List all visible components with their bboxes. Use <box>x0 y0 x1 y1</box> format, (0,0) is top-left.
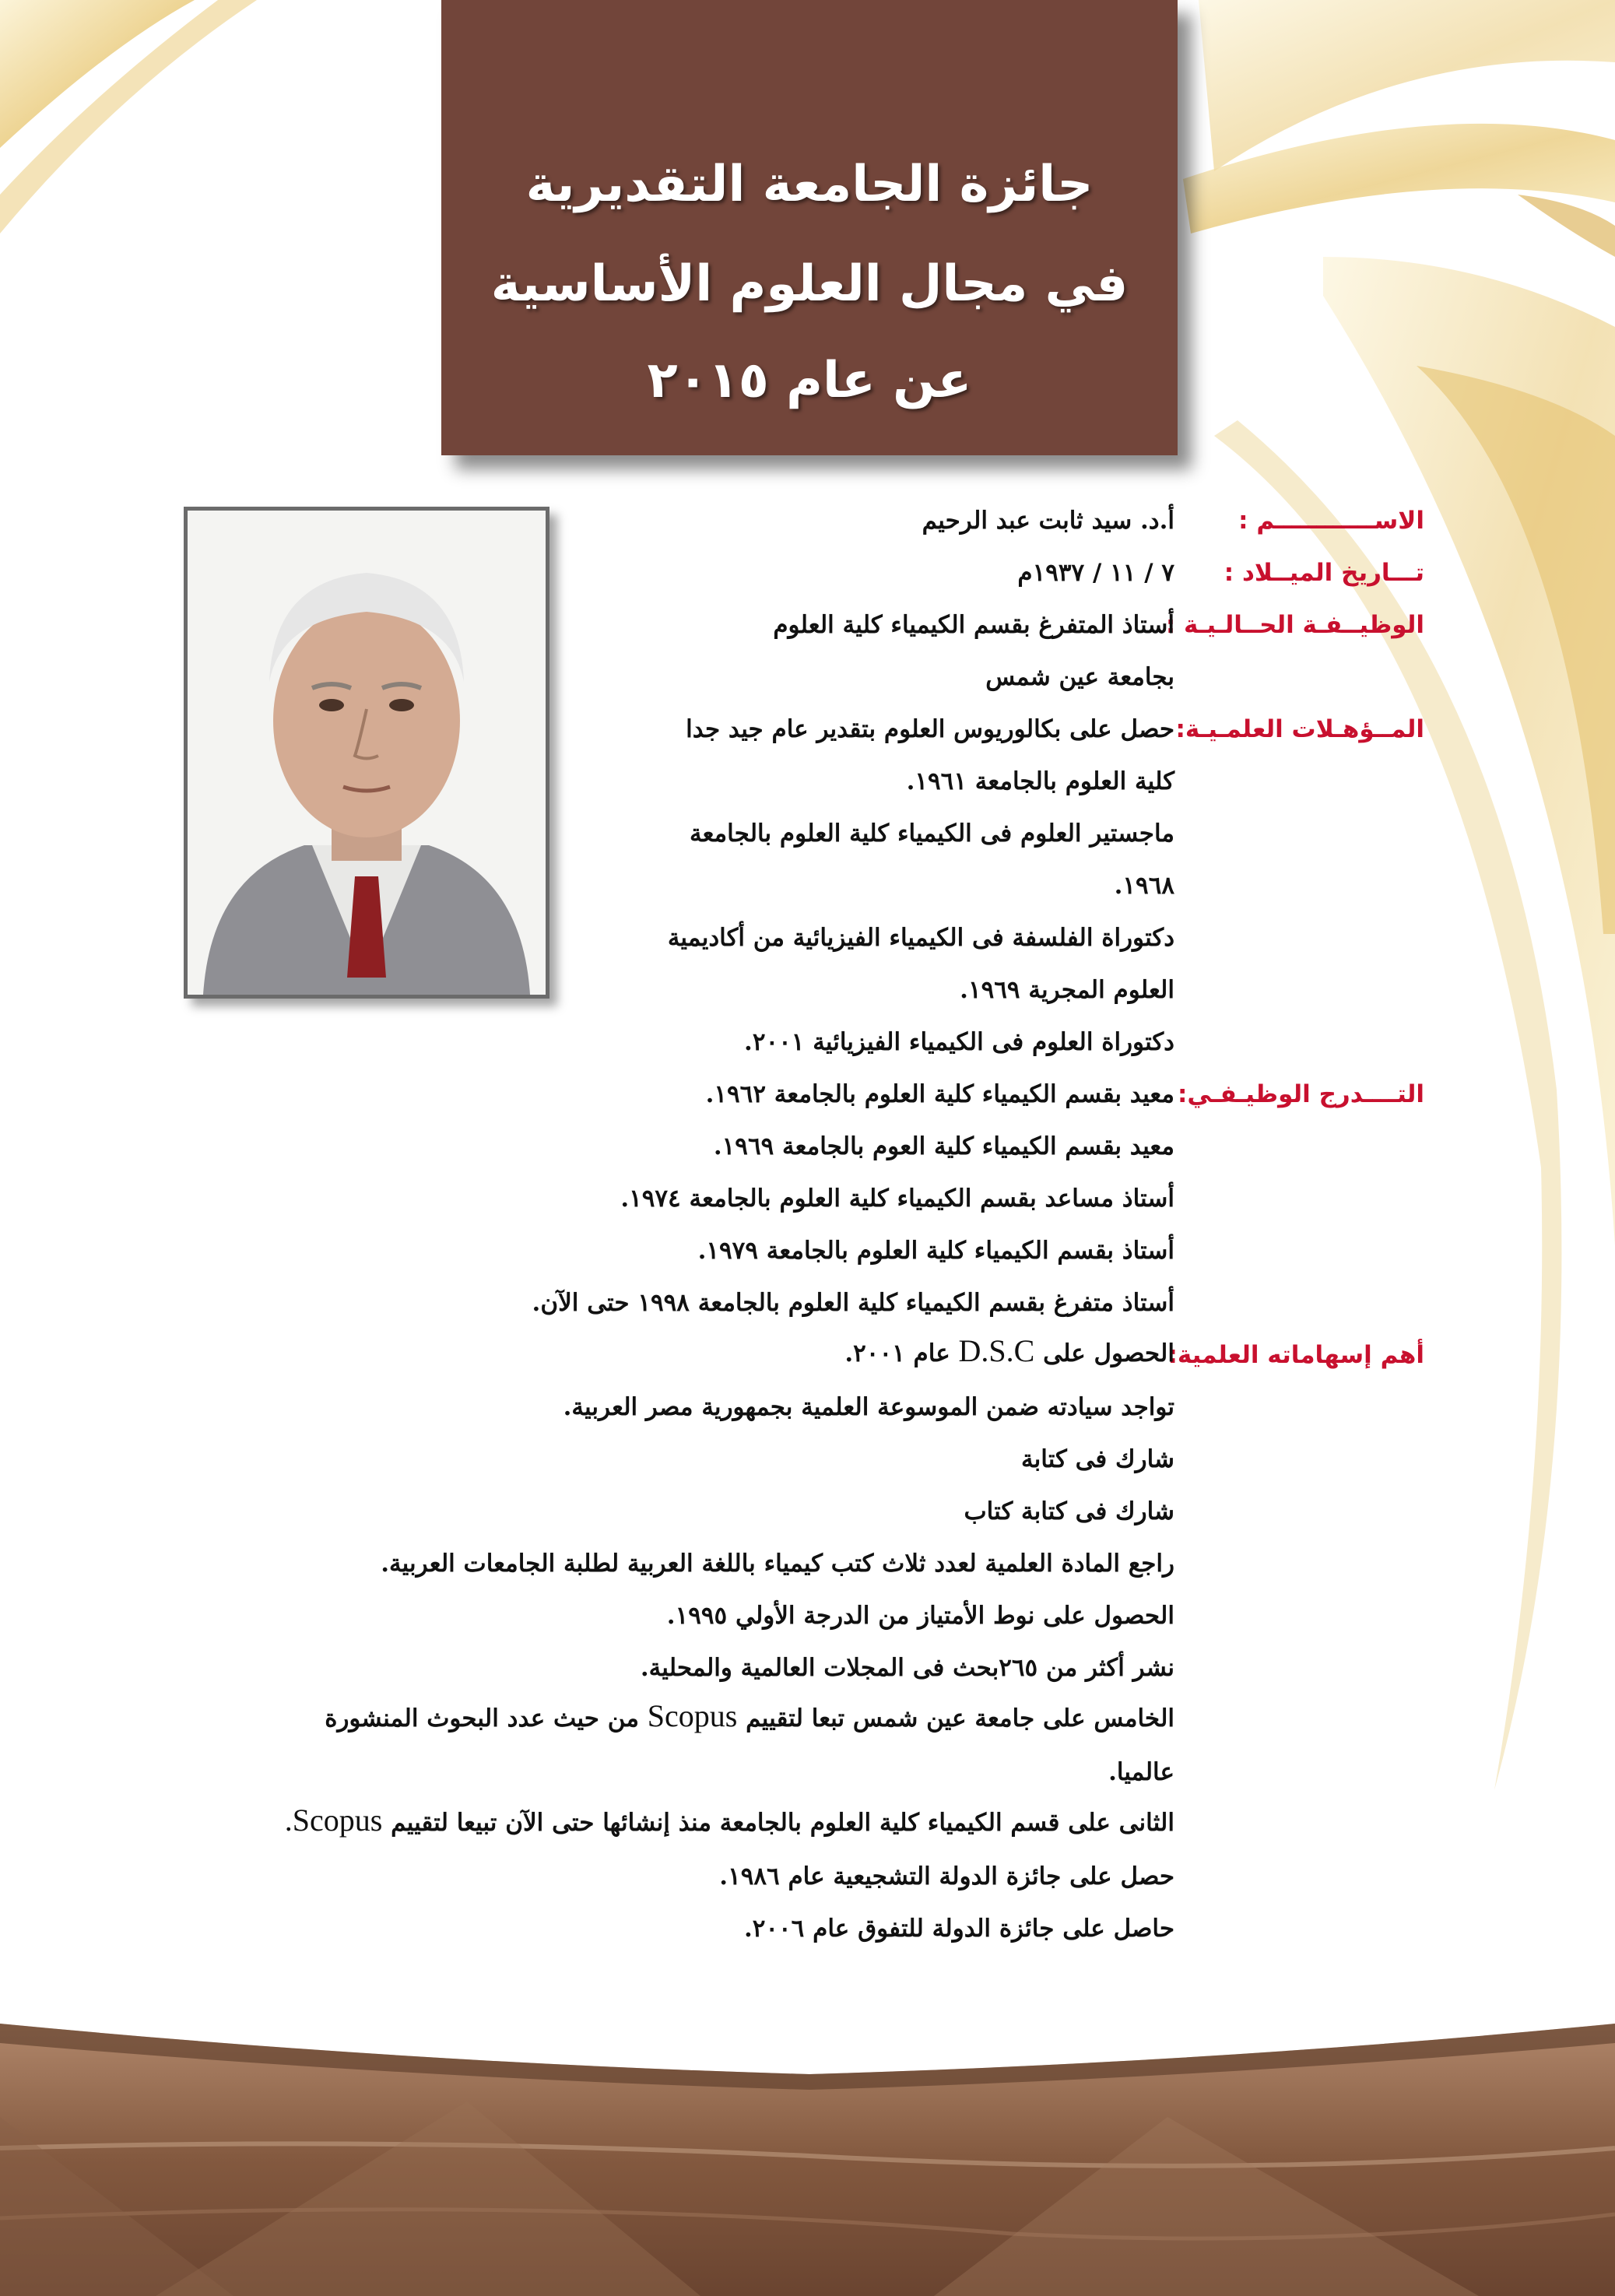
career-line: أستاذ مساعد بقسم الكيمياء كلية العلوم بالجامعة ١٩٧٤. <box>620 1185 1174 1213</box>
contribution-line: نشر أكثر من ٢٦٥بحث فى المجلات العالمية والمحلية. <box>640 1654 1174 1682</box>
contribution-line: الحصول على D.S.C عام ٢٠٠١. <box>844 1333 1174 1368</box>
contribution-line: راجع المادة العلمية لعدد ثلاث كتب كيمياء باللغة العربية لطلبة الجامعات العربية. <box>381 1550 1174 1578</box>
label-birth-date: تـــاريخ الميــلاد : <box>1224 559 1424 587</box>
label-current-job: الوظيــفـة الحــالـيـة : <box>1165 611 1424 639</box>
award-title-line-2: في مجال العلوم الأساسية <box>490 255 1129 313</box>
qualification-line: العلوم المجرية ١٩٦٩. <box>960 976 1174 1004</box>
career-line: أستاذ متفرغ بقسم الكيمياء كلية العلوم بالجامعة ١٩٩٨ حتى الآن. <box>532 1289 1174 1317</box>
contribution-line: حصل على جائزة الدولة التشجيعية عام ١٩٨٦. <box>719 1862 1174 1891</box>
qualification-line: كلية العلوم بالجامعة ١٩٦١. <box>906 767 1174 795</box>
job-line: بجامعة عين شمس <box>985 663 1174 691</box>
qualification-line: ١٩٦٨. <box>1114 872 1174 900</box>
career-line: أستاذ بقسم الكيمياء كلية العلوم بالجامعة ١٩٧٩. <box>697 1237 1174 1265</box>
award-title-line-1: جائزة الجامعة التقديرية <box>525 156 1094 213</box>
contribution-line: عالميا. <box>1108 1758 1174 1786</box>
name-value: أ.د. سيد ثابت عبد الرحيم <box>922 507 1174 535</box>
contribution-line: شارك فى كتابة كتاب <box>964 1497 1174 1525</box>
job-line: أستاذ المتفرغ بقسم الكيمياء كلية العلوم <box>773 611 1174 639</box>
qualification-line: حصل على بكالوريوس العلوم بتقدير عام جيد جدا <box>686 715 1174 743</box>
career-line: معيد بقسم الكيمياء كلية العوم بالجامعة ١٩٦٩. <box>713 1132 1174 1160</box>
qualification-line: دكتوراة الفلسفة فى الكيمياء الفيزيائية من أكاديمية <box>667 924 1174 952</box>
birth-date-value: ٧ / ١١ / ١٩٣٧م <box>1017 559 1174 587</box>
label-qualifications: المــؤهـلات العلمـيـة: <box>1175 715 1424 743</box>
qualification-line: ماجستير العلوم فى الكيمياء كلية العلوم بالجامعة <box>689 820 1174 848</box>
career-line: معيد بقسم الكيمياء كلية العلوم بالجامعة ١٩٦٢. <box>705 1080 1174 1108</box>
contribution-line: الحصول على نوط الأمتياز من الدرجة الأولي ١٩٩٥. <box>666 1602 1174 1630</box>
scopus-name: Scopus. <box>284 1803 383 1838</box>
label-career: التــــدرج الوظيـفـي: <box>1177 1080 1424 1108</box>
label-contributions: أهم إسهاماته العلمية: <box>1167 1341 1424 1369</box>
contribution-line: شارك فى كتابة <box>1021 1445 1174 1473</box>
qualification-line: دكتوراة العلوم فى الكيمياء الفيزيائية ٢٠٠١. <box>744 1028 1174 1056</box>
contribution-line: الثانى على قسم الكيمياء كلية العلوم بالجامعة منذ إنشائها حتى الآن تبيعا لتقييم Scopus. <box>284 1803 1174 1838</box>
contribution-line: الخامس على جامعة عين شمس تبعا لتقييم Scopus من حيث عدد البحوث المنشورة <box>325 1698 1174 1733</box>
contribution-line: حاصل على جائزة الدولة للتفوق عام ٢٠٠٦. <box>743 1915 1174 1943</box>
dsc-degree: D.S.C <box>958 1333 1035 1368</box>
label-name: الاســــــــــــم : <box>1238 507 1424 535</box>
award-title-line-3: عن عام ٢٠١٥ <box>647 352 972 409</box>
scopus-name: Scopus <box>647 1698 738 1733</box>
contribution-line: تواجد سيادته ضمن الموسوعة العلمية بجمهورية مصر العربية. <box>563 1393 1174 1421</box>
